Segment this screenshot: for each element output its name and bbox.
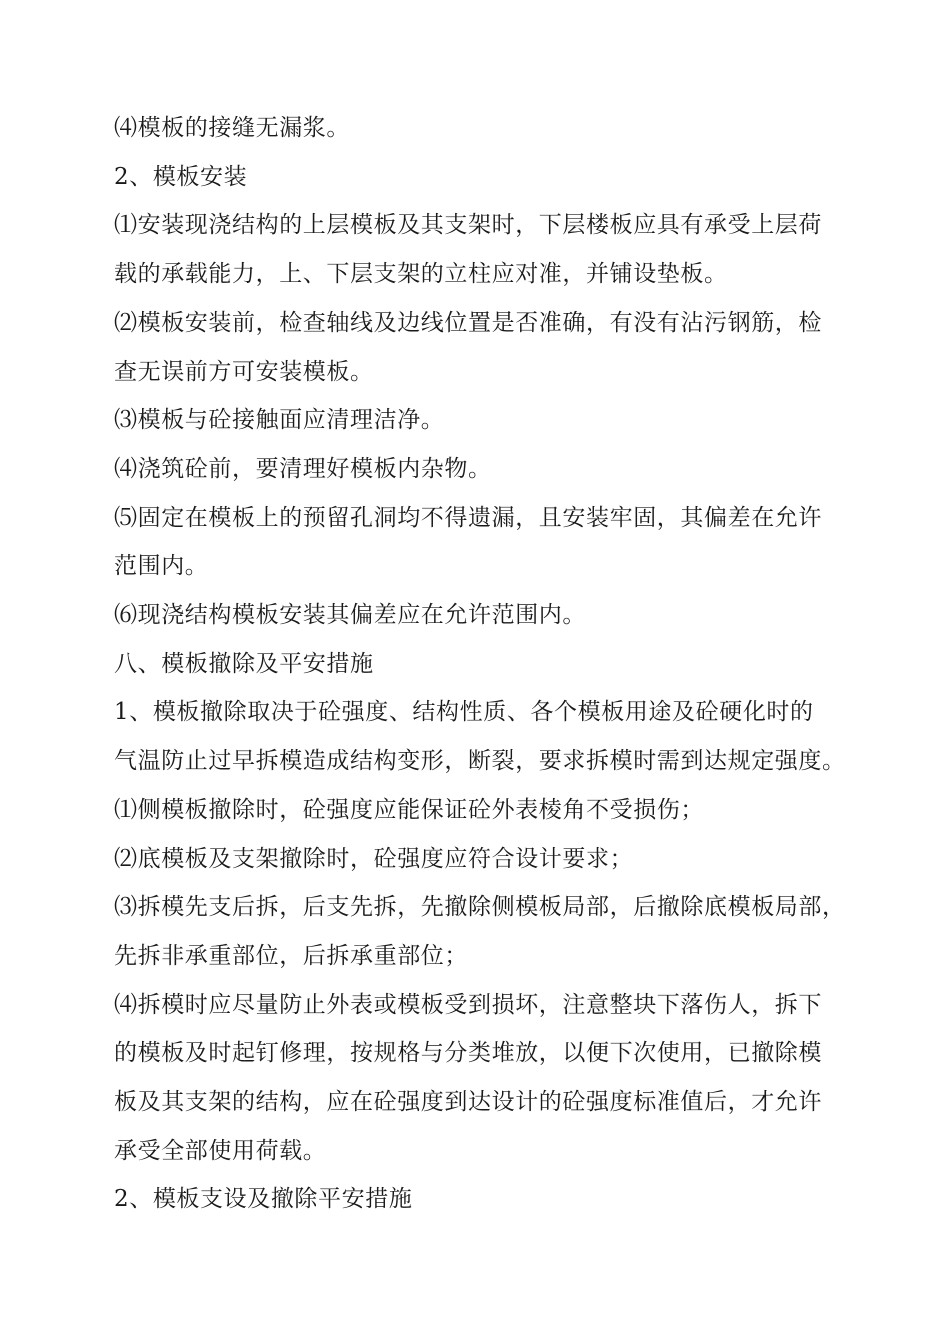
section-heading: 2、模板安装 [114,163,248,190]
text-line: ⑷模板的接缝无漏浆。 [114,115,350,141]
text-line: ⑶拆模先支后拆，后支先拆，先撤除侧模板局部，后撤除底模板局部， [114,894,846,921]
text-line: 先拆非承重部位，后拆承重部位； [114,942,468,969]
text-line: 板及其支架的结构，应在砼强度到达设计的砼强度标准值后，才允许 [114,1089,822,1116]
document-body [114,104,854,1224]
text-line: ⑹现浇结构模板安装其偏差应在允许范围内。 [114,602,586,629]
text-line: 的模板及时起钉修理，按规格与分类堆放，以便下次使用，已撤除模 [114,1040,822,1067]
section-heading: 2、模板支设及撤除平安措施 [114,1186,413,1213]
text-line: ⑴安装现浇结构的上层模板及其支架时，下层楼板应具有承受上层荷 [114,212,822,239]
text-line: 气温防止过早拆模造成结构变形，断裂，要求拆模时需到达规定强度。 [114,748,846,775]
text-line: 承受全部使用荷载。 [114,1137,327,1164]
chapter-heading: 八、模板撤除及平安措施 [114,650,374,677]
text-line: ⑵模板安装前，检查轴线及边线位置是否准确，有没有沾污钢筋，检 [114,309,822,336]
text-line: 范围内。 [114,553,209,580]
text-line: ⑴侧模板撤除时，砼强度应能保证砼外表棱角不受损伤； [114,796,704,823]
text-line: 1、模板撤除取决于砼强度、结构性质、各个模板用途及砼硬化时的 [114,699,814,726]
text-line: ⑸固定在模板上的预留孔洞均不得遗漏，且安装牢固，其偏差在允许 [114,504,822,531]
text-line: 载的承载能力，上、下层支架的立柱应对准，并铺设垫板。 [114,261,728,288]
text-line: ⑷浇筑砼前，要清理好模板内杂物。 [114,455,492,482]
text-line: ⑶模板与砼接触面应清理洁净。 [114,407,445,434]
text-line: 查无误前方可安装模板。 [114,358,374,385]
text-line: ⑷拆模时应尽量防止外表或模板受到损坏，注意整块下落伤人，拆下 [114,991,822,1018]
text-line: ⑵底模板及支架撤除时，砼强度应符合设计要求； [114,845,634,872]
